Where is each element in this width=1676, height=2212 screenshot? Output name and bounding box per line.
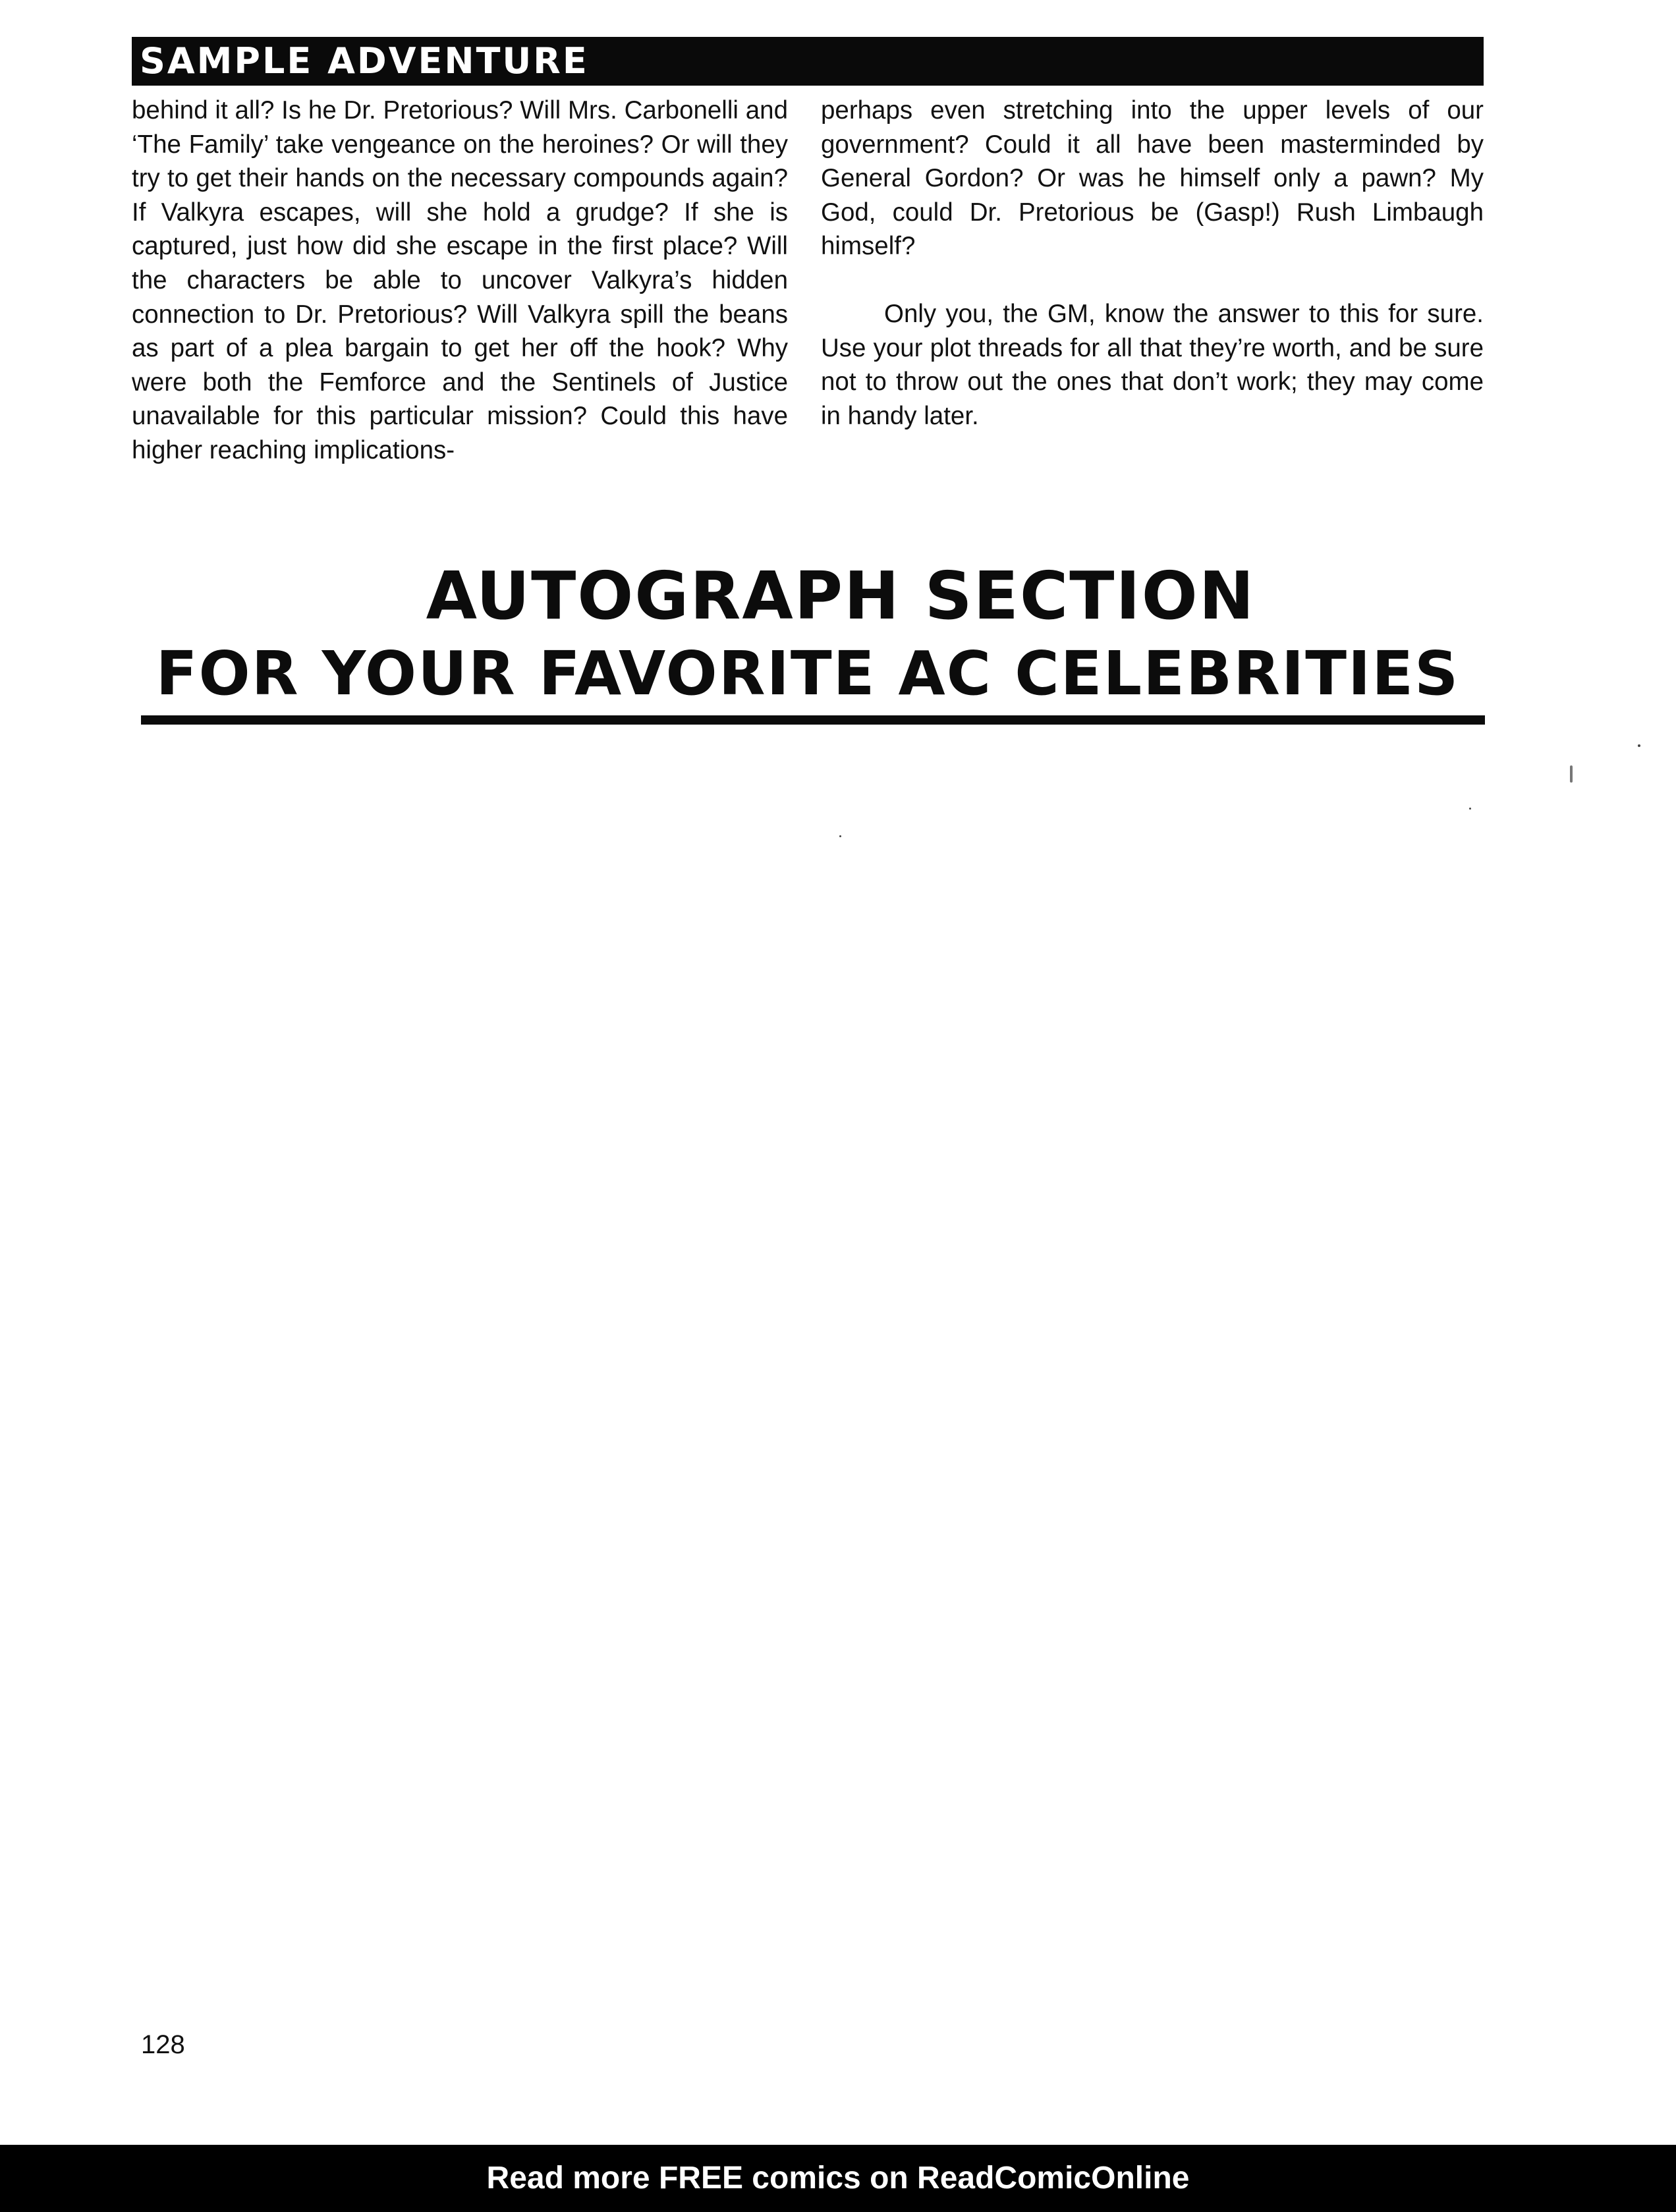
autograph-section-heading — [132, 557, 1484, 713]
read-more-link[interactable]: Read more FREE comics on ReadComicOnline — [486, 2161, 1190, 2196]
scan-speck — [839, 835, 841, 837]
body-paragraph: Only you, the GM, know the answer to this for sure. Use your plot threads for all that they’re worth, and be sure not to throw out the ones that don’t work; they may come in handy later. — [821, 299, 1484, 430]
body-column-right — [821, 94, 1484, 433]
section-header-bar — [132, 37, 1484, 86]
footer-banner — [0, 2145, 1676, 2212]
heading-line-1: AUTOGRAPH SECTION — [426, 557, 1256, 634]
body-paragraph: perhaps even stretching into the upper levels of our government? Could it all have been masterminded by General Gordon? Or was he himself only a pawn? My God, could Dr. Pretorious be (Gasp!) Rush Limbaugh himself? — [821, 96, 1484, 261]
page-number: 128 — [141, 2030, 185, 2059]
heading-underline-rule — [141, 715, 1485, 725]
section-header-title: SAMPLE ADVENTURE — [140, 40, 589, 82]
scan-speck — [1570, 765, 1573, 783]
heading-line-2: FOR YOUR FAVORITE AC CELEBRITIES — [155, 638, 1460, 709]
scan-speck — [1469, 808, 1471, 810]
body-paragraph: behind it all? Is he Dr. Pretorious? Will Mrs. Carbonelli and ‘The Family’ take vengeance on the heroines? Or will they try to get their hands on the necessary compounds again? If Valkyra escapes, will she hold a grudge? If she is captured, just how did she escape in the first place? Will the characters be able to uncover Valkyra’s hidden connection to Dr. Pretorious? Will Valkyra spill the beans as part of a plea bargain to get her off the hook? Why were both the Femforce and the Sentinels of Justice unavailable for this particular mission? Could this have higher reaching implications- — [132, 96, 788, 464]
body-column-left — [132, 94, 788, 468]
scan-speck — [1638, 744, 1640, 747]
